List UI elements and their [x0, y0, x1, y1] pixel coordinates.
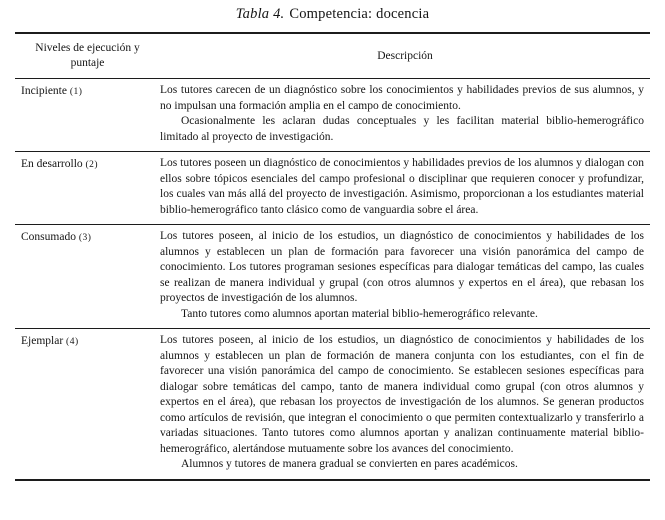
level-name: En desarrollo — [21, 158, 83, 170]
table-row-consumado — [15, 225, 650, 329]
level-label — [15, 152, 160, 224]
header-description: Descripción — [377, 49, 433, 62]
level-label — [15, 79, 160, 151]
level-score: (2) — [85, 160, 99, 170]
description-cell — [160, 329, 650, 479]
rubric-table — [15, 32, 650, 481]
level-name: Incipiente — [21, 85, 67, 97]
description-cell — [160, 225, 650, 328]
table-title — [15, 6, 650, 23]
table-number: Tabla 4. — [235, 6, 285, 22]
description-cell — [160, 79, 650, 151]
level-name: Consumado — [21, 231, 76, 243]
table-row-ejemplar — [15, 329, 650, 479]
table-header-row — [15, 34, 650, 79]
level-name: Ejemplar — [21, 335, 64, 347]
table-row-incipiente — [15, 79, 650, 152]
level-label — [15, 329, 160, 479]
description-cell — [160, 152, 650, 224]
description-paragraph: Ocasionalmente les aclaran dudas conceptuales y les facilitan material biblio-hemerográfico limitado al proyecto de investigación. — [160, 115, 644, 143]
level-score: (3) — [78, 233, 92, 243]
description-paragraph: Los tutores poseen, al inicio de los estudios, un diagnóstico de conocimientos y habilidades de los alumnos y establecen un plan de formación para favorecer una visión panorámica del campo de conocimiento. Los tutores programan sesiones específicas para dialogar temáticas del campo, las cuales se realizan de manera individual y grupal (con otros alumnos y expertos en el área), que rebasan los proyectos de investigación de los alumnos. — [160, 230, 644, 304]
level-label — [15, 225, 160, 328]
description-paragraph: Los tutores carecen de un diagnóstico sobre los conocimientos y habilidades previos de sus alumnos, y no impulsan una formación amplia en el campo de conocimiento. — [160, 84, 644, 112]
level-score: (4) — [66, 337, 79, 347]
table-title-text: Competencia: docencia — [289, 6, 430, 22]
table-row-en-desarrollo — [15, 152, 650, 225]
description-paragraph: Alumnos y tutores de manera gradual se convierten en pares académicos. — [181, 458, 518, 470]
level-score: (1) — [69, 87, 83, 97]
header-levels: Niveles de ejecución y puntaje — [35, 42, 140, 69]
description-paragraph: Los tutores poseen un diagnóstico de conocimientos y habilidades previos de los alumnos y dialogan con ellos sobre tópicos esenciales del campo profesional o disciplinar que requieren conocer y profundizar, los cuales van más allá del proyecto de investigación. Asimismo, proporcionan a los estudiantes material biblio-hemerográfico tanto clásico como de vanguardia sobre el área. — [160, 157, 644, 216]
description-paragraph: Los tutores poseen, al inicio de los estudios, un diagnóstico de conocimientos y habilidades de los alumnos y establecen un plan de formación de manera conjunta con los estudiantes, con el fin de favorecer una visión panorámica del campo de conocimiento. Se establecen sesiones específicas para dialogar sobre temáticas del campo, tanto de manera individual como grupal (con otros alumnos y expertos en el área), que rebasan los proyectos de investigación de los alumnos. Se generan productos como artículos de revisión, que integran el conocimiento o que permiten contextualizarlo y transferirlo a variadas situaciones. Tanto tutores como alumnos aportan y analizan continuamente material biblio-hemerográfico, alertándose mutuamente sobre los avances del conocimiento. — [160, 334, 644, 455]
description-paragraph: Tanto tutores como alumnos aportan material biblio-hemerográfico relevante. — [181, 307, 538, 320]
